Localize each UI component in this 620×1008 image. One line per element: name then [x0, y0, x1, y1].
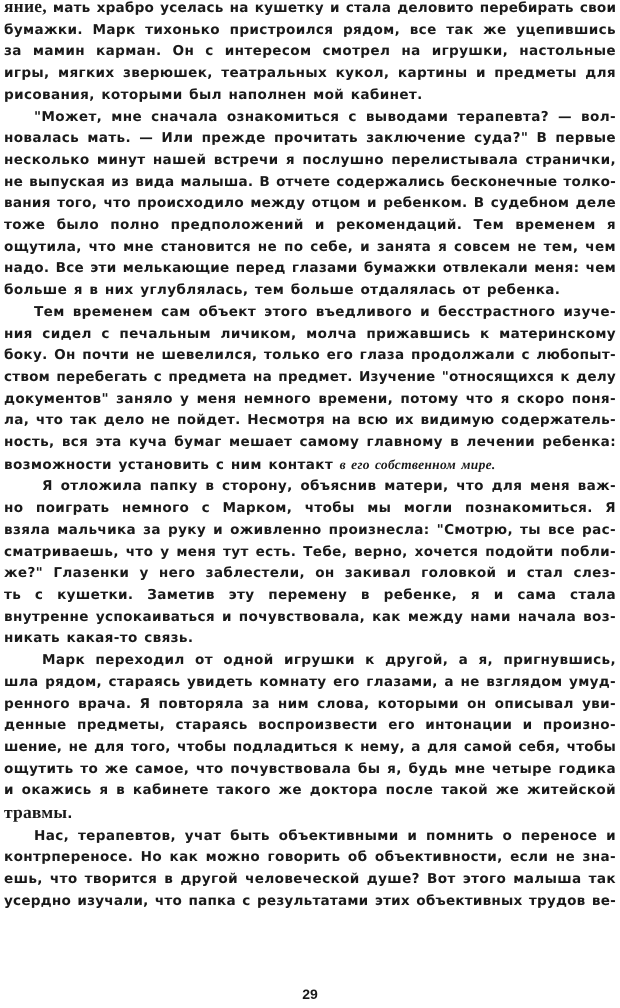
text-line: боку. Он почти не шевелился, только его глаза продолжали с любопыт- [4, 347, 616, 364]
text-line: "Может, мне сначала ознакомиться с выводами терапевта? — вол- [34, 108, 616, 125]
paragraph [4, 0, 616, 107]
text-line: не выпуская из вида малыша. В отчете содержались бесконечные толко- [4, 173, 616, 190]
page-number: 29 [302, 986, 318, 1002]
text-line: несколько минут нашей встречи я послушно перелистывала странички, [4, 151, 616, 168]
text-line: шение, не для того, чтобы подладиться к нему, а для самой себя, чтобы [4, 738, 616, 755]
text-line: усердно изучали, что папка с результатами этих объективных трудов ве- [4, 892, 616, 909]
text-line: ть с кушетки. Заметив эту перемену в ребенке, я и сама стала [4, 586, 616, 603]
text-line: ренного врача. Я повторяла за ним слова, которыми он описывал уви- [4, 695, 616, 712]
text-line: ощутить то же самое, что почувствовала бы я, будь мне четыре годика [4, 760, 616, 777]
text-line: больше я в них углублялась, тем больше отдалялась от ребенка. [4, 282, 561, 299]
paragraph [4, 650, 616, 826]
text-line: ность, вся эта куча бумаг мешает самому главному в лечении ребенка: [4, 434, 616, 451]
text-line: внутренне успокаиваться и почувствовала, как между нами начала воз- [4, 608, 616, 625]
large-word: травмы [4, 802, 68, 823]
text-line: вания того, что происходило между отцом и ребенком. В судебном деле [4, 195, 616, 212]
text-line: шла рядом, стараясь увидеть комнату его глазами, а не взглядом умуд- [4, 673, 616, 690]
text-line: тоже было полно предположений и рекомендаций. Тем временем я [4, 217, 616, 234]
paragraph [4, 302, 616, 477]
text-line: ощутила, что мне становится не по себе, и занята я совсем не тем, чем [4, 238, 616, 255]
text-line: Я отложила папку в сторону, объяснив матери, что для меня важ- [42, 478, 616, 495]
text-line: игры, мягких зверюшек, театральных кукол, картины и предметы для [4, 65, 616, 82]
text-line: надо. Все эти мелькающие перед глазами бумажки отвлекали меня: чем [4, 260, 617, 277]
text-line: контрпереносе. Но как можно говорить об объективности, если не зна- [4, 849, 616, 866]
text-line: бумажки. Марк тихонько пристроился рядом, все так же уцепившись [4, 21, 616, 38]
text-line: за мамин карман. Он с интересом смотрел на игрушки, настольные [4, 43, 616, 60]
text-line: возможности установить с ним контакт в его собственном мире. [4, 456, 496, 473]
text-line: новалась мать. — Или прежде прочитать заключение суда?" В первые [4, 130, 616, 147]
text-line: Нас, терапевтов, учат быть объективными и помнить о переносе и [34, 827, 616, 844]
text-line: Тем временем сам объект этого въедливого и бесстрастного изуче- [34, 303, 616, 320]
text-line: же?" Глазенки у него заблестели, он закивал головкой и стал слез- [4, 565, 616, 582]
text-line: ством перебегать с предмета на предмет. Изучение "относящихся к делу [4, 368, 616, 385]
text-line: ния сидел с печальным личиком, молча прижавшись к материнскому [4, 325, 616, 342]
body-text [4, 0, 616, 913]
continuation-word: яние, [4, 0, 47, 16]
text-line: никать какая-то связь. [4, 630, 194, 647]
text-line: ла, что так дело не пойдет. Несмотря на всю их видимую содержатель- [4, 412, 616, 429]
text-line: ешь, что творится в другой человеческой душе? Вот этого малыша так [4, 871, 616, 888]
text-line: денные предметы, стараясь воспроизвести его интонации и произно- [4, 717, 616, 734]
paragraph [4, 826, 616, 913]
text-line: яние, мать храбро уселась на кушетку и стала деловито перебирать свои [4, 0, 616, 20]
paragraph [4, 476, 616, 650]
text-line: документов" заняло у меня немного времени, потому что я скоро поня- [4, 390, 616, 407]
italic-phrase: в его собственном мире. [339, 456, 496, 472]
text-line: травмы. [4, 802, 73, 823]
text-line: рисования, которыми был наполнен мой кабинет. [4, 86, 423, 103]
text-line: сматриваешь, что у меня тут есть. Тебе, верно, хочется подойти побли- [4, 543, 616, 560]
text-line: но поиграть немного с Марком, чтобы мы могли познакомиться. Я [4, 500, 616, 517]
text-line: Марк переходил от одной игрушки к другой, а я, пригнувшись, [42, 652, 616, 669]
paragraph [4, 107, 616, 302]
text-line: и окажись я в кабинете такого же доктора после такой же житейской [4, 782, 616, 799]
text-line: взяла мальчика за руку и оживленно произнесла: "Смотрю, ты все рас- [4, 521, 616, 538]
